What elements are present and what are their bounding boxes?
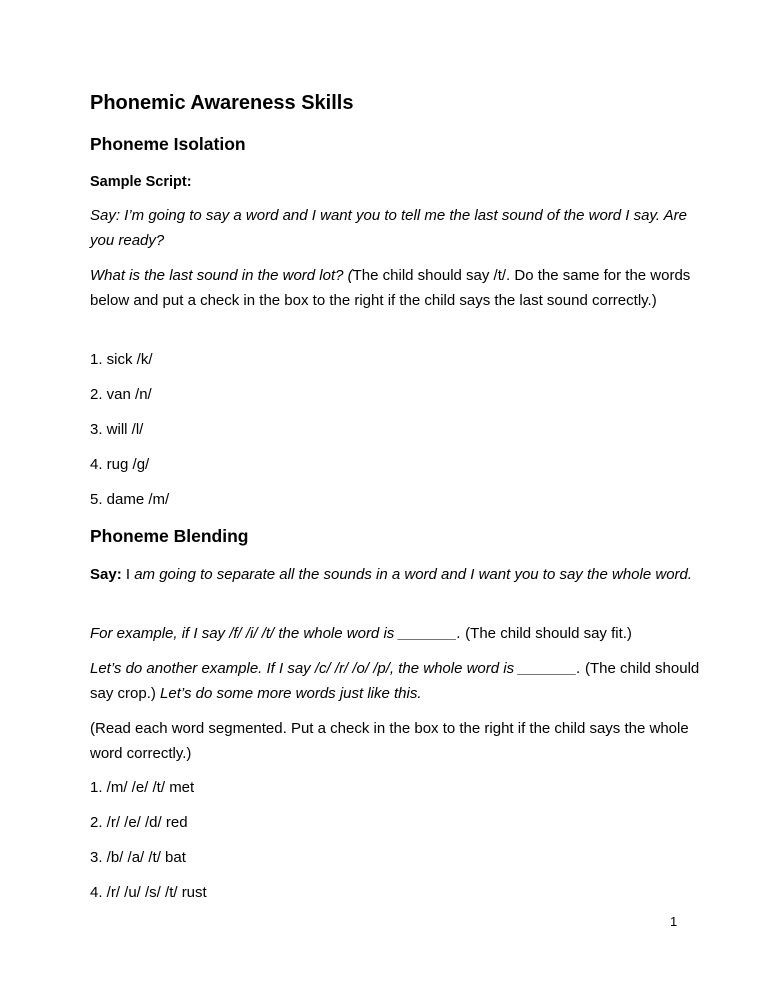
- blending-example-1-rest: (The child should say fit.): [461, 625, 632, 642]
- blending-instruction: (Read each word segmented. Put a check in the box to the right if the child says the whole word correctly.): [90, 720, 689, 762]
- isolation-say-paragraph: [90, 204, 705, 253]
- isolation-say-text: Say: I’m going to say a word and I want you to tell me the last sound of the word I say. Are you ready?: [90, 207, 687, 249]
- blending-say-italic: am going to separate all the sounds in a word and I want you to say the whole word.: [134, 566, 693, 583]
- sample-script-label: Sample Script:: [90, 174, 192, 190]
- isolation-item: 4. rug /g/: [90, 456, 150, 473]
- blending-example-2-mid: (The child should say crop.): [90, 660, 700, 702]
- blending-item: 2. /r/ /e/ /d/ red: [90, 814, 188, 831]
- blending-example-2-italic: Let’s do another example. If I say /c/ /r/ /o/ /p/, the whole word is _______.: [90, 660, 581, 677]
- blending-item: 1. /m/ /e/ /t/ met: [90, 779, 195, 796]
- isolation-question-rest: The child should say /t/. Do the same for the words below and put a check in the box to the right if the child says the last sound correctly.): [90, 267, 691, 309]
- blending-example-1: [90, 622, 705, 647]
- isolation-item: 2. van /n/: [90, 386, 152, 403]
- section-heading-blending: Phoneme Blending: [90, 526, 249, 546]
- blending-item: 4. /r/ /u/ /s/ /t/ rust: [90, 884, 207, 901]
- blending-say-paragraph: [90, 563, 705, 588]
- section-heading-isolation: Phoneme Isolation: [90, 134, 246, 154]
- blending-say-label: Say:: [90, 566, 122, 583]
- blending-item: 3. /b/ /a/ /t/ bat: [90, 849, 186, 866]
- isolation-question-italic: What is the last sound in the word lot? (: [90, 267, 353, 284]
- blending-say-first: I: [121, 566, 135, 583]
- blending-example-2-italic-end: Let’s do some more words just like this.: [160, 684, 422, 702]
- blending-example-1-italic: For example, if I say /f/ /i/ /t/ the whole word is _______.: [90, 625, 462, 642]
- isolation-item: 3. will /l/: [90, 421, 144, 438]
- isolation-item: 1. sick /k/: [90, 351, 153, 368]
- isolation-item: 5. dame /m/: [90, 491, 170, 508]
- isolation-question-paragraph: [90, 264, 705, 313]
- page-number: 1: [670, 914, 678, 929]
- page-title: Phonemic Awareness Skills: [90, 92, 354, 114]
- blending-example-2: [90, 657, 705, 706]
